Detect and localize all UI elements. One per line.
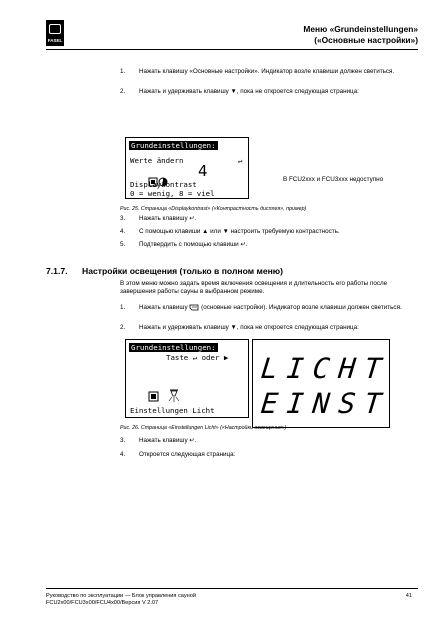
lcd-line: 0 = wenig, 8 = viel [130,189,215,198]
logo-mark-icon [49,24,61,34]
step-text-part: (основные настройки). Индикатор возле клавиши должен светиться. [201,304,402,312]
segment-line: LICHT [259,352,393,385]
step-item [120,228,410,236]
step-text: Откроется следующая страница: [139,451,236,458]
lcd-line: Taste ↵ oder ▶ [166,353,229,362]
step-item [120,215,410,223]
footer-line2: FCU2x00/FCU3x00/FCU4x00/Версия V 2.07 [46,600,159,607]
lcd-line: Displaykontrast [130,180,197,189]
page-header [303,24,418,46]
segment-line: EINST [259,387,393,420]
step-item [120,241,410,249]
page-number: 41 [405,593,412,599]
footer-divider [46,588,418,589]
light-icon [148,389,182,403]
header-title-line2: («Основные настройки») [314,35,418,45]
step-text: Нажать клавишу ↵. [139,215,197,222]
step-number: 3. [120,215,126,222]
step-item [120,451,410,459]
step-text [139,304,410,312]
enter-icon: ↵ [238,156,243,165]
section-number: 7.1.7. [46,266,68,276]
availability-note: В FCU2xxx и FCU3xxx недоступно [283,176,384,183]
segment-display [252,339,393,428]
step-number: 4. [120,451,126,458]
step-number: 4. [120,228,126,235]
step-number: 2. [120,88,126,95]
step-number: 3. [120,437,126,444]
header-divider [46,49,418,50]
step-number: 5. [120,241,126,248]
step-text: Подтвердить с помощью клавиши ↵. [139,241,248,248]
step-item [120,437,410,445]
step-number: 2. [120,324,126,331]
step-text: Нажать и удерживать клавишу ▼, пока не откроется следующая страница: [139,88,359,95]
step-item [120,88,410,96]
step-number: 1. [120,68,126,75]
figure-caption: Рис. 26. Страница «Einstellungen Licht» («Настройки освещения») [120,425,287,431]
step-item [120,68,410,76]
header-title-line1: Меню «Grundeinstellungen» [303,24,418,34]
step-text: С помощью клавиши ▲ или ▼ настроить требуемую контрастность. [139,228,340,235]
brand-logo [46,20,64,46]
lcd-light-settings [125,339,249,418]
step-text: Нажать клавишу ↵. [139,437,197,444]
step-text: Нажать и удерживать клавишу ▼, пока не откроется следующая страница: [139,324,359,331]
step-text-part: Нажать клавишу [139,304,188,312]
lcd-display-contrast [125,137,249,199]
settings-key-icon [189,304,199,311]
step-item [120,324,410,332]
lcd-title: Grundeinstellungen: [131,141,216,150]
page-footer [46,593,196,608]
logo-text: FASEL [47,38,63,43]
footer-line1: Руководство по эксплуатации — Блок управления сауной [46,593,196,599]
section-paragraph: В этом меню можно задать время включения освещения и длительность его работы после завершения работы сауны в выбранном режиме. [120,280,388,296]
step-text: Нажать клавишу «Основные настройки». Индикатор возле клавиши должен светиться. [139,68,395,75]
lcd-title: Grundeinstellungen: [131,343,216,352]
section-heading [46,266,283,276]
figure-caption: Рис. 25. Страница «Displaykontrast» («Контрастность дисплея», пример) [120,206,307,212]
contrast-value: 4 [198,162,208,180]
section-title: Настройки освещения (только в полном меню) [82,266,284,276]
step-item [120,304,410,312]
step-number: 1. [120,304,126,311]
lcd-line: Einstellungen Licht [130,406,215,415]
lcd-line: Werte ändern [130,156,184,165]
